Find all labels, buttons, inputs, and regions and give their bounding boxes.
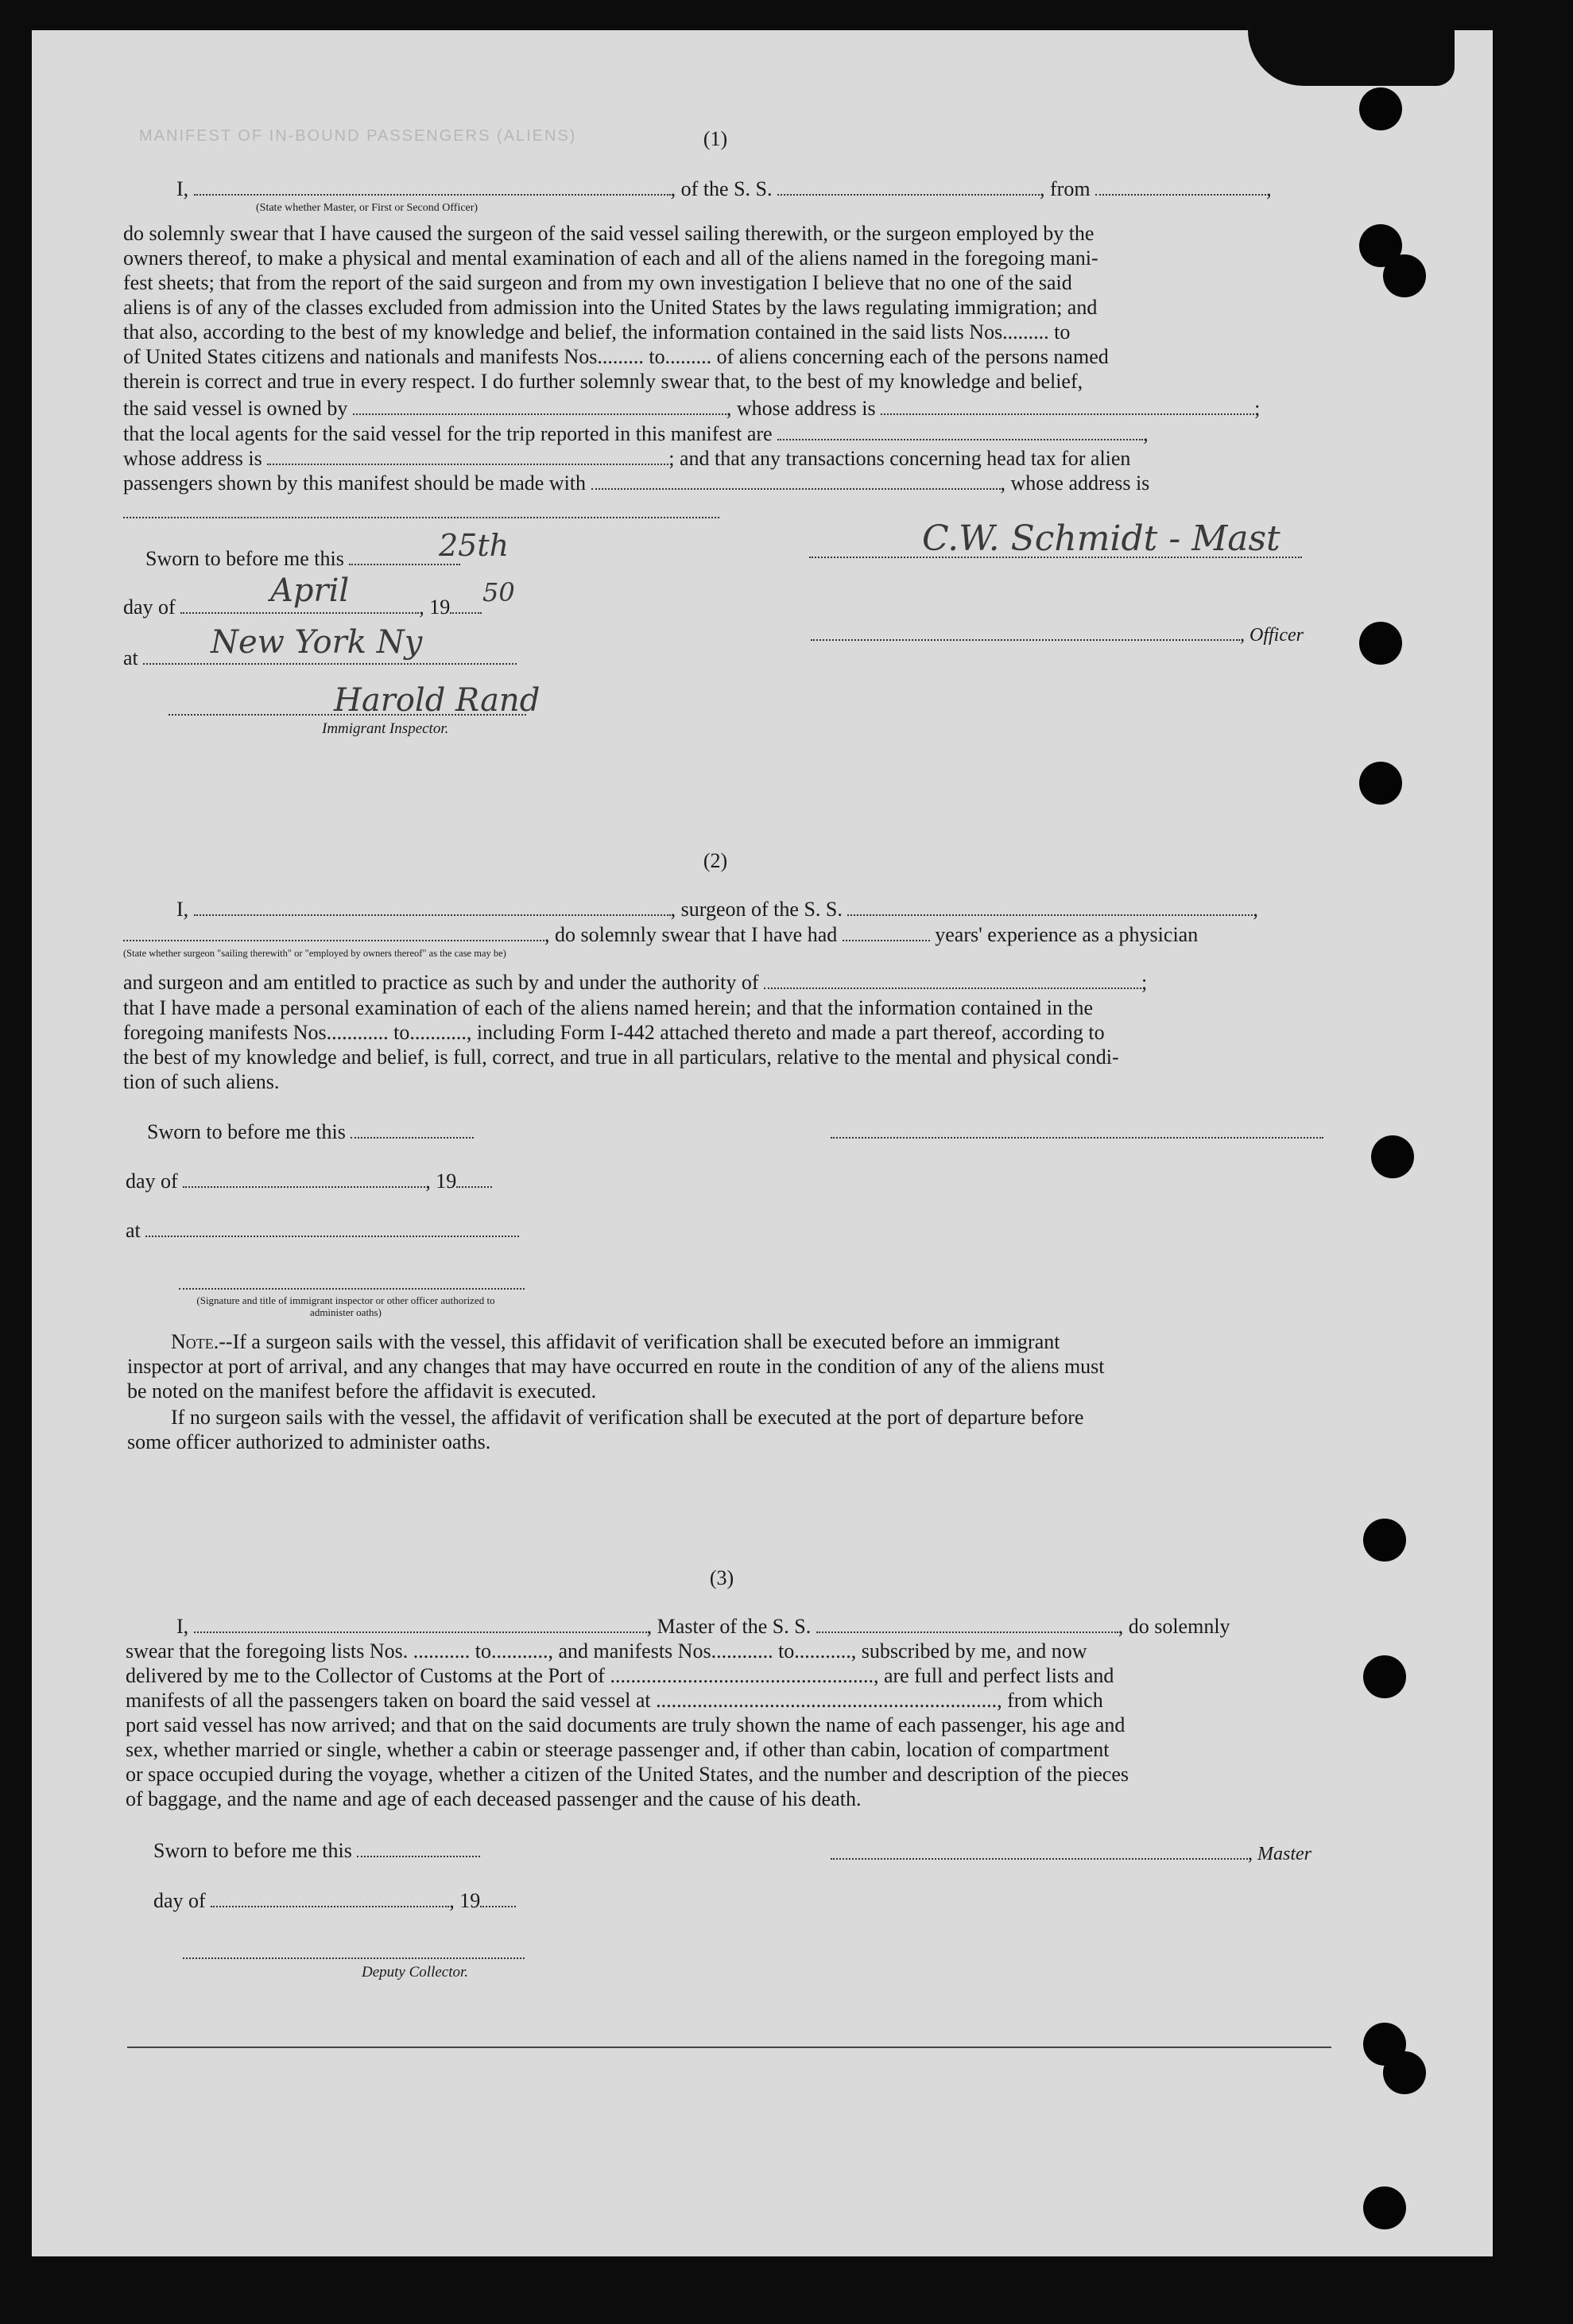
section-number-3: (3) <box>709 1566 734 1589</box>
s2-year-prefix: , 19 <box>425 1170 457 1193</box>
s2-at-label: at <box>126 1219 141 1242</box>
s1-passengers-line <box>123 471 1149 496</box>
s2-note-label: Note. <box>171 1330 219 1353</box>
s1-officer-caption: , Officer <box>1240 625 1304 646</box>
s3-collector-line <box>183 1957 525 1959</box>
s1-head-tax: ; and that any transactions concerning head tax for alien <box>668 447 1131 470</box>
s2-note-line: inspector at port of arrival, and any changes that may have occurred en route in the condition of any of the aliens must <box>127 1355 1105 1378</box>
s2-caption: (State whether surgeon "sailing therewith" or "employed by owners thereof" as the case may be) <box>123 948 506 959</box>
s3-sworn-label: Sworn to before me this <box>153 1839 352 1862</box>
s1-body-line: owners thereof, to make a physical and mental examination of each and all of the aliens named in the foregoing mani- <box>123 246 1098 270</box>
s2-surgeon-of: , surgeon of the S. S. <box>670 898 843 921</box>
s1-of-ss: , of the S. S. <box>670 177 773 200</box>
s1-passengers: passengers shown by this manifest should be made with <box>123 471 587 495</box>
s3-day-label: day of <box>153 1889 206 1912</box>
s1-officer <box>811 622 1304 648</box>
s2-at <box>126 1218 519 1243</box>
s1-body-line: fest sheets; that from the report of the said surgeon and from my own investigation I believe that no one of the said <box>123 271 1072 294</box>
s2-do-solemnly: , do solemnly swear that I have had <box>544 923 838 946</box>
bottom-rule <box>127 2047 1331 2048</box>
punch-hole <box>1371 1135 1414 1178</box>
s1-officer-signature: C.W. Schmidt - Mast <box>922 518 1280 559</box>
s3-line1 <box>176 1614 1230 1639</box>
s3-day-of <box>153 1888 516 1914</box>
s1-inspector-line <box>169 714 526 716</box>
s1-whose-address3: , whose address is <box>1000 471 1150 495</box>
s2-body-line: the best of my knowledge and belief, is full, correct, and true in all particulars, relative to the mental and physical condi- <box>123 1046 1119 1069</box>
s1-body-line: of United States citizens and nationals and manifests Nos......... to......... of aliens concerning each of the persons named <box>123 345 1109 368</box>
punch-hole <box>1363 2186 1406 2229</box>
s3-body-line: sex, whether married or single, whether a cabin or steerage passenger and, if other than cabin, location of compartment <box>126 1738 1110 1761</box>
s3-body-line: delivered by me to the Collector of Customs at the Port of ..................................................., are full and perfect lists and <box>126 1664 1114 1687</box>
s1-local-agents: that the local agents for the said vessel for the trip reported in this manifest are <box>123 422 773 445</box>
section-number-1: (1) <box>703 127 728 150</box>
s1-caption-officer: (State whether Master, or First or Second Officer) <box>256 202 478 214</box>
punch-hole <box>1383 254 1426 297</box>
s2-years: years' experience as a physician <box>935 923 1199 946</box>
s2-note2-line: If no surgeon sails with the vessel, the affidavit of verification shall be executed at the port of departure before <box>171 1406 1084 1429</box>
s2-note2 <box>127 1405 1327 1454</box>
s1-body <box>123 221 1319 394</box>
s1-body-line: aliens is of any of the classes excluded from admission into the United States by the laws regulating immigration; and <box>123 296 1098 319</box>
s1-comma: , <box>1266 177 1272 200</box>
punch-hole <box>1363 1655 1406 1698</box>
s1-sworn-date-handwriting: 25th <box>439 528 509 563</box>
s1-line1 <box>176 177 1272 202</box>
punch-hole <box>1359 622 1402 665</box>
s2-body-line: foregoing manifests Nos............ to..........., including Form I-442 attached thereto and made a part thereof, according to <box>123 1021 1105 1044</box>
s2-day-of <box>126 1169 492 1194</box>
s2-signature-line <box>831 1137 1323 1139</box>
s1-year-prefix: 19 <box>429 596 451 619</box>
s1-address-line <box>123 446 1130 471</box>
s1-at-label: at <box>123 646 138 669</box>
s1-whose-address: , whose address is <box>726 397 876 420</box>
s2-note-line: --If a surgeon sails with the vessel, this affidavit of verification shall be executed before an immigrant <box>219 1330 1060 1353</box>
s1-body-line: therein is correct and true in every respect. I do further solemnly swear that, to the best of my knowledge and belief, <box>123 370 1083 393</box>
s3-year-prefix: , 19 <box>449 1889 481 1912</box>
s1-owned-line <box>123 396 1260 421</box>
faded-title: MANIFEST OF IN-BOUND PASSENGERS (ALIENS) <box>139 127 577 145</box>
s1-dotted-rule <box>123 517 719 518</box>
s2-body-line: and surgeon and am entitled to practice as such by and under the authority of <box>123 971 759 994</box>
s3-body-line: manifests of all the passengers taken on board the said vessel at .................................................................., from which <box>126 1689 1103 1712</box>
s3-master-caption: , Master <box>1248 1844 1311 1864</box>
s2-inspector-line <box>179 1288 525 1290</box>
s2-line1 <box>176 897 1258 922</box>
s1-i: I, <box>176 177 189 200</box>
s3-body-line: swear that the foregoing lists Nos. ........... to..........., and manifests Nos............ to..........., subscribed by me, and now <box>126 1639 1087 1662</box>
s1-inspector-signature: Harold Rand <box>334 682 540 719</box>
s1-from: , from <box>1040 177 1091 200</box>
s1-signature-line <box>809 557 1302 558</box>
s1-whose-address2: whose address is <box>123 447 262 470</box>
s1-sworn-label: Sworn to before me this <box>145 547 344 570</box>
s3-body <box>126 1639 1327 1811</box>
s2-i: I, <box>176 898 189 921</box>
s2-sworn <box>147 1119 474 1145</box>
s3-i: I, <box>176 1615 189 1638</box>
s2-note-line: be noted on the manifest before the affidavit is executed. <box>127 1379 597 1403</box>
s2-line2 <box>123 922 1198 948</box>
s1-comma2: , <box>1143 422 1149 445</box>
s2-authority-line <box>123 970 1147 995</box>
s1-body-line: do solemnly swear that I have caused the surgeon of the said vessel sailing therewith, or the surgeon employed by the <box>123 222 1095 245</box>
s2-body-line: tion of such aliens. <box>123 1070 280 1093</box>
s2-comma: , <box>1253 898 1258 921</box>
s1-owned-by: the said vessel is owned by <box>123 397 348 420</box>
torn-corner <box>1248 30 1455 86</box>
s1-inspector-caption: Immigrant Inspector. <box>322 720 449 737</box>
punch-hole <box>1359 762 1402 805</box>
s2-signature-caption: (Signature and title of immigrant inspector or other officer authorized to administer oaths) <box>196 1294 495 1318</box>
s2-body <box>123 995 1323 1094</box>
s3-collector-caption: Deputy Collector. <box>362 1964 469 1981</box>
s1-place-handwriting: New York Ny <box>211 624 423 661</box>
s2-body-line: that I have made a personal examination of each of the aliens named herein; and that the information contained in the <box>123 996 1094 1019</box>
s3-body-line: of baggage, and the name and age of each deceased passenger and the cause of his death. <box>126 1787 862 1810</box>
punch-hole <box>1383 2051 1426 2094</box>
s2-semicolon: ; <box>1141 971 1148 994</box>
s1-year-handwriting: 50 <box>482 577 515 607</box>
s3-master-of: , Master of the S. S. <box>646 1615 812 1638</box>
s3-master <box>831 1841 1311 1867</box>
s2-day-label: day of <box>126 1170 178 1193</box>
s1-day-label: day of <box>123 596 176 619</box>
s1-body-line: that also, according to the best of my knowledge and belief, the information contained in the said lists Nos......... to <box>123 320 1071 343</box>
s1-sworn <box>145 546 460 572</box>
section-number-2: (2) <box>703 849 728 872</box>
s2-sworn-label: Sworn to before me this <box>147 1120 346 1143</box>
s3-body-line: port said vessel has now arrived; and that on the said documents are truly shown the name of each passenger, his age and <box>126 1713 1126 1736</box>
s1-day-of: day of , 19 <box>123 595 482 620</box>
s1-month-handwriting: April <box>270 572 350 609</box>
s1-semicolon: ; <box>1254 397 1261 420</box>
s2-note <box>127 1329 1327 1403</box>
punch-hole <box>1363 1519 1406 1562</box>
s3-body-line: or space occupied during the voyage, whether a citizen of the United States, and the number and description of the pieces <box>126 1763 1129 1786</box>
s3-sworn <box>153 1838 480 1864</box>
s1-agents-line <box>123 421 1149 447</box>
s2-note2-line: some officer authorized to administer oaths. <box>127 1430 491 1453</box>
punch-hole <box>1359 87 1402 130</box>
s3-do-solemnly: , do solemnly <box>1118 1615 1230 1638</box>
